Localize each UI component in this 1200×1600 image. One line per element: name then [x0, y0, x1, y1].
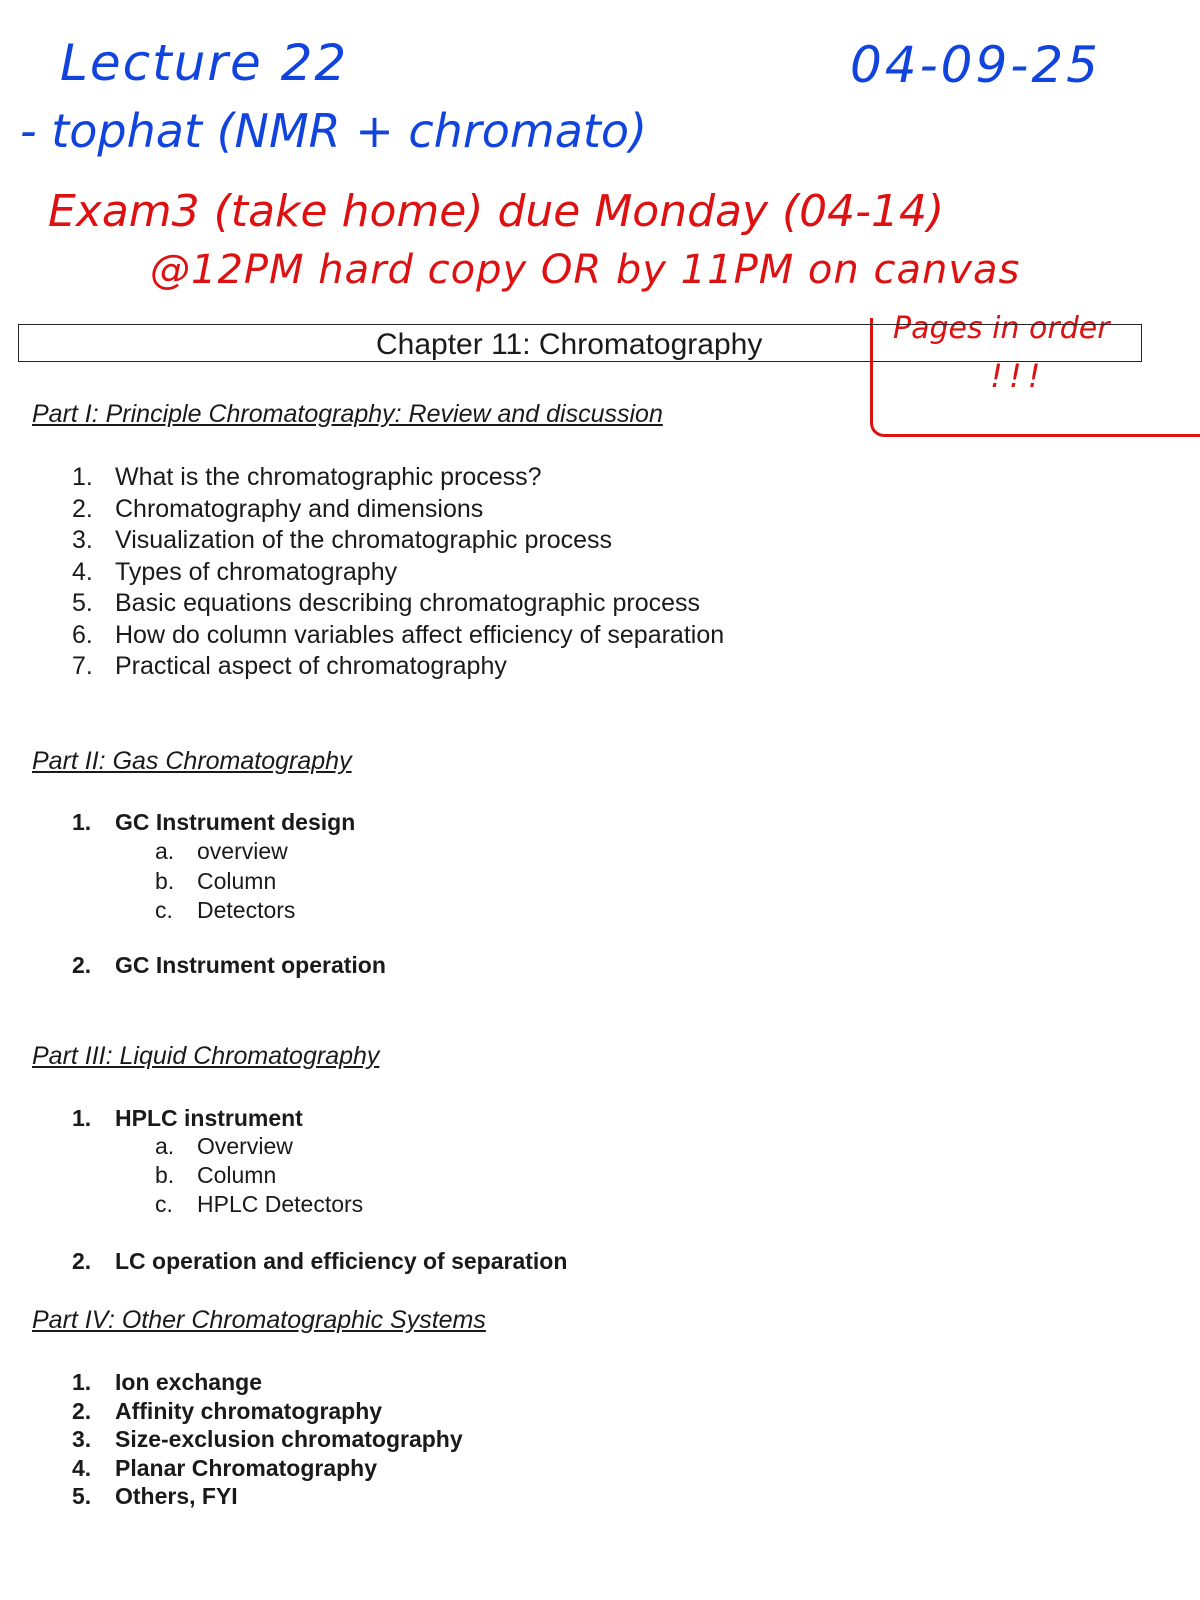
subitem-text: Column: [197, 1162, 277, 1188]
part-3-heading: Part III: Liquid Chromatography: [32, 1042, 380, 1070]
item-number: 3.: [72, 1426, 92, 1452]
item-text: Practical aspect of chromatography: [115, 652, 507, 680]
item-text: Ion exchange: [115, 1369, 262, 1395]
item-number: 2.: [72, 1248, 92, 1274]
item-number: 4.: [72, 557, 93, 586]
handwritten-exclamation: !!!: [990, 357, 1047, 395]
item-number: 1.: [72, 809, 92, 835]
item-number: 7.: [72, 652, 93, 680]
part-2-heading: Part II: Gas Chromatography: [32, 747, 352, 775]
item-number: 2.: [72, 952, 92, 978]
handwritten-topic: - tophat (NMR + chromato): [20, 104, 648, 158]
part-1-heading: Part I: Principle Chromatography: Review and discussion: [32, 400, 663, 428]
subitem-letter: a.: [155, 838, 175, 864]
item-text: HPLC instrument: [115, 1105, 303, 1131]
item-text: Affinity chromatography: [115, 1397, 383, 1424]
item-number: 3.: [72, 526, 93, 554]
item-number: 5.: [72, 1483, 92, 1509]
subitem-text: HPLC Detectors: [197, 1191, 364, 1217]
handwritten-pages-note: Pages in order: [893, 311, 1110, 346]
subitem-letter: a.: [155, 1133, 175, 1159]
subitem-letter: c.: [155, 1191, 173, 1217]
item-text: Others, FYI: [115, 1483, 238, 1509]
item-number: 1.: [72, 1369, 92, 1395]
subitem-letter: c.: [155, 897, 173, 923]
item-text: Visualization of the chromatographic process: [115, 526, 613, 554]
item-number: 4.: [72, 1454, 92, 1481]
subitem-text: Overview: [197, 1133, 293, 1159]
chapter-title: Chapter 11: Chromatography: [376, 328, 763, 361]
item-number: 2.: [72, 1397, 92, 1424]
subitem-text: Column: [197, 867, 277, 894]
handwritten-lecture-title: Lecture 22: [60, 34, 349, 92]
subitem-text: overview: [197, 838, 288, 864]
item-text: How do column variables affect efficiency of separation: [115, 620, 725, 649]
handwritten-date: 04-09-25: [850, 36, 1101, 94]
subitem-text: Detectors: [197, 897, 296, 923]
item-number: 6.: [72, 620, 93, 649]
item-text: Planar Chromatography: [115, 1454, 377, 1481]
item-text: GC Instrument design: [115, 809, 356, 835]
item-text: Chromatography and dimensions: [115, 494, 484, 523]
item-number: 2.: [72, 494, 93, 523]
item-number: 5.: [72, 589, 93, 617]
item-text: GC Instrument operation: [115, 952, 386, 978]
handwritten-exam-note: Exam3 (take home) due Monday (04-14): [48, 186, 945, 237]
item-number: 1.: [72, 463, 93, 491]
subitem-letter: b.: [155, 867, 175, 894]
item-text: Basic equations describing chromatographic process: [115, 589, 701, 617]
item-text: LC operation and efficiency of separation: [115, 1248, 568, 1274]
handwritten-exam-deadline: @12PM hard copy OR by 11PM on canvas: [150, 247, 1021, 293]
item-text: Types of chromatography: [115, 557, 398, 586]
part-4-heading: Part IV: Other Chromatographic Systems: [32, 1306, 486, 1334]
subitem-letter: b.: [155, 1162, 175, 1188]
item-text: What is the chromatographic process?: [115, 463, 542, 491]
item-number: 1.: [72, 1105, 92, 1131]
item-text: Size-exclusion chromatography: [115, 1426, 463, 1452]
